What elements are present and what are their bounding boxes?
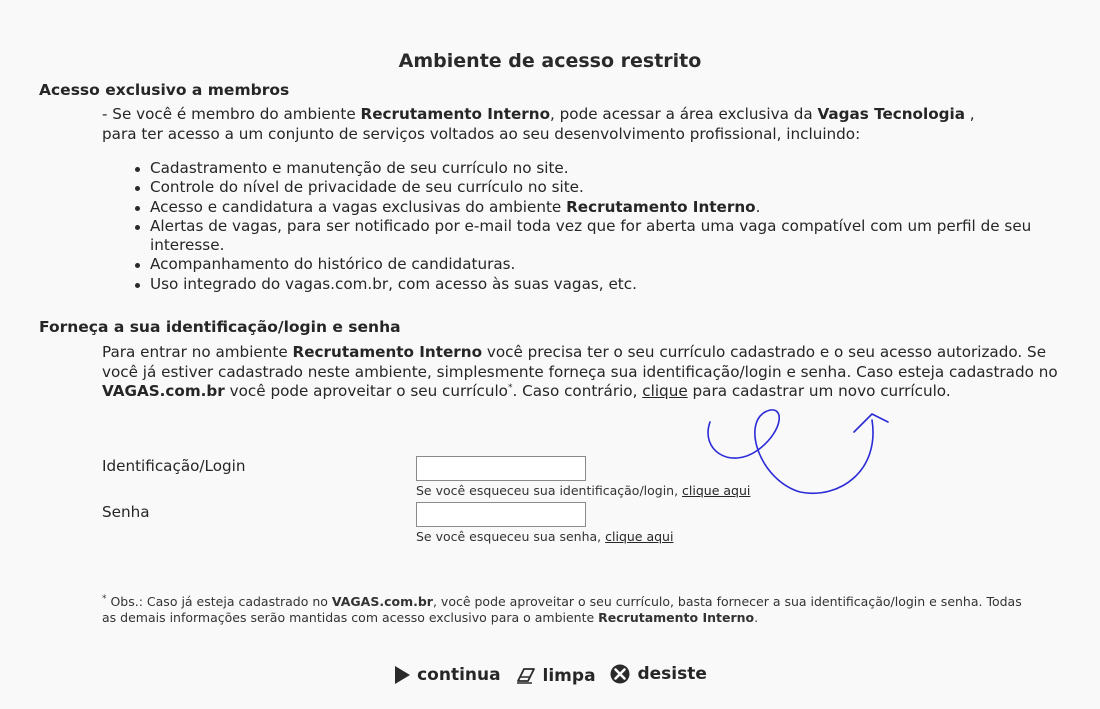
benefits-list [150,159,1050,294]
list-item [150,198,1050,217]
footnote-text: , você pode aproveitar o seu currículo, basta fornecer a sua identificação/login e senha. Todas as demais informações serão mantidas com acesso exclusivo para o ambiente [102,594,1022,625]
x-circle-icon [609,663,631,685]
instructions-text: você pode aproveitar o seu currículo [224,382,508,400]
list-item-text: Acompanhamento do histórico de candidaturas. [150,255,516,274]
list-item [150,159,1050,178]
intro-bold-recrutamento: Recrutamento Interno [360,105,551,123]
list-item-text: Acesso e candidatura a vagas exclusivas do ambiente [150,197,567,216]
footnote-marker: * [102,593,107,604]
intro-text: para ter acesso a um conjunto de serviços voltados ao seu desenvolvimento profissional, incluindo: [102,124,861,143]
hand-drawn-arrow-annotation [690,400,900,500]
instructions-text: para cadastrar um novo currículo. [687,382,951,400]
footnote-marker: * [507,382,513,393]
password-input[interactable] [416,502,586,527]
eraser-icon [515,667,537,685]
footnote-text: . [754,609,759,625]
clear-label: limpa [542,666,596,686]
login-label: Identificação/Login [102,457,246,475]
list-item [150,178,1050,197]
password-label: Senha [102,503,150,521]
forgot-password-link[interactable]: clique aqui [605,529,674,544]
quit-button[interactable] [609,662,706,686]
members-intro [102,105,1062,144]
list-item-text: Alertas de vagas, para ser notificado por e-mail toda vez que for aberta uma vaga compatível com um perfil de seu interesse. [150,216,1032,255]
list-item-text: Controle do nível de privacidade de seu currículo no site. [150,178,584,197]
list-item-bold: Recrutamento Interno [566,197,756,216]
footnote-bold: Recrutamento Interno [598,609,755,625]
play-triangle-icon [393,665,411,685]
members-heading: Acesso exclusivo a membros [39,81,290,99]
continue-label: continua [417,665,501,685]
password-help [416,529,673,545]
list-item-text: . [755,197,761,216]
list-item [150,255,1050,274]
forgot-login-link[interactable]: clique aqui [682,483,751,498]
intro-text: , [964,105,975,123]
list-item [150,217,1050,256]
login-heading: Forneça a sua identificação/login e senha [39,318,401,336]
intro-text: , pode acessar a área exclusiva da [550,105,818,123]
list-item [150,275,1050,294]
instructions-bold-recrutamento: Recrutamento Interno [292,343,483,361]
login-instructions [102,343,1062,402]
instructions-bold-vagas: VAGAS.com.br [102,382,225,400]
clear-button[interactable] [515,664,596,688]
list-item-text: Uso integrado do vagas.com.br, com acesso às suas vagas, etc. [150,274,637,293]
password-help-text: Se você esqueceu sua senha, [416,529,606,544]
login-input[interactable] [416,456,586,481]
intro-bold-vagas: Vagas Tecnologia [817,105,965,123]
continue-button[interactable] [393,663,501,687]
quit-label: desiste [637,664,707,684]
list-item-text: Cadastramento e manutenção de seu currículo no site. [150,159,569,177]
page-title: Ambiente de acesso restrito [398,50,702,72]
instructions-text: você precisa ter o seu currículo cadastrado e o seu acesso autorizado. Se você já estiver cadastrado neste ambiente, simplesmente forneça sua identificação/login e senha. Caso esteja cadastrado no [102,343,1058,381]
instructions-text: . Caso contrário, [512,382,643,400]
instructions-text: Para entrar no ambiente [102,343,293,361]
intro-text: - Se você é membro do ambiente [102,105,361,123]
footnote-bold: VAGAS.com.br [331,594,433,609]
login-help-text: Se você esqueceu sua identificação/login, [416,483,683,498]
footnote-text: Obs.: Caso já esteja cadastrado no [106,594,332,609]
action-bar [0,662,1100,692]
footnote [102,594,1032,625]
register-link[interactable]: clique [642,382,688,400]
